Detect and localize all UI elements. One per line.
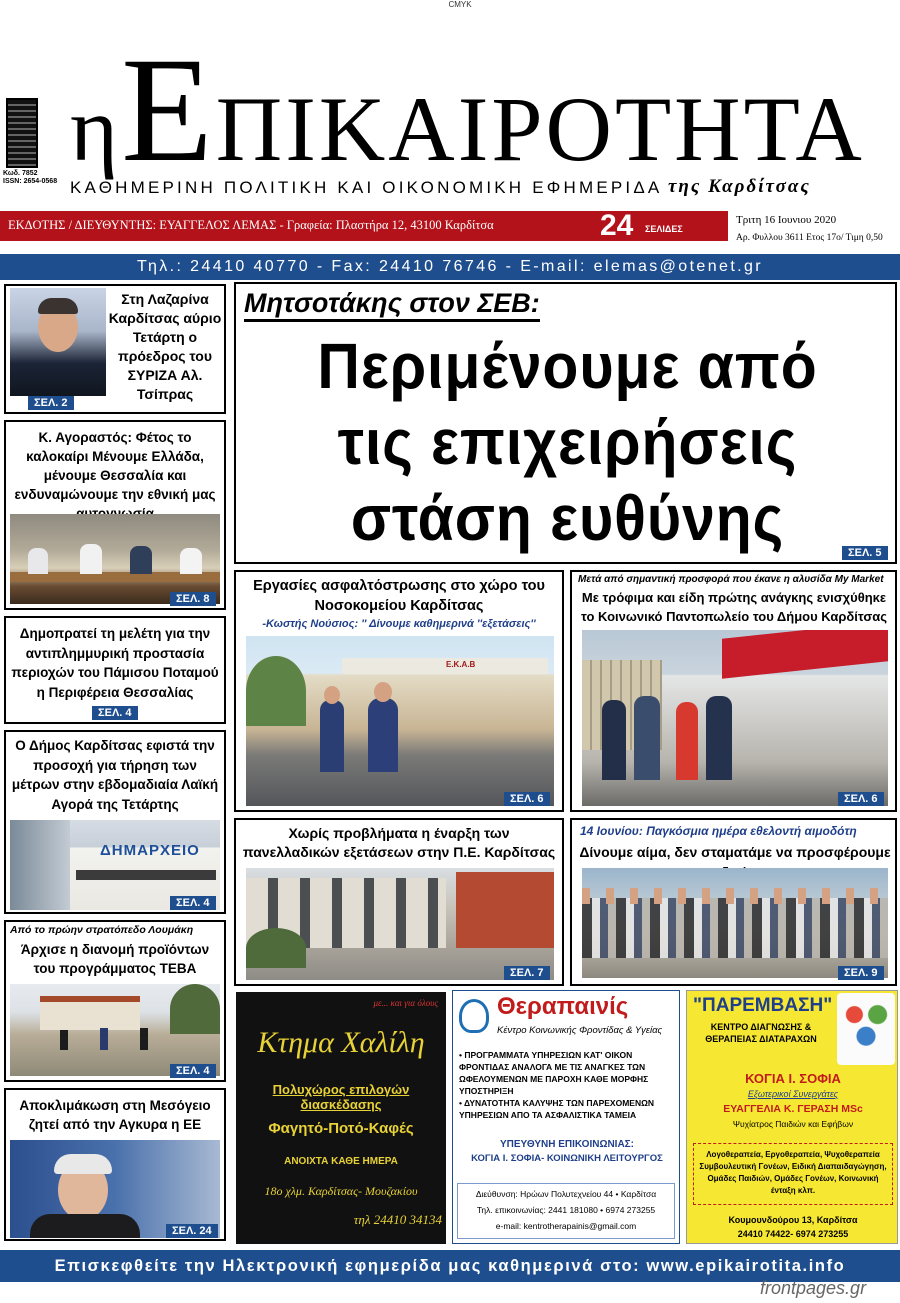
- story-agorastos[interactable]: [4, 420, 226, 610]
- registration-mark: CMYK: [448, 0, 472, 9]
- ad-address: 18ο χλμ. Καρδίτσας- Μουζακίου: [264, 1184, 418, 1198]
- ad-subtitle: Κέντρο Κοινωνικής Φροντίδας & Υγείας: [497, 1025, 663, 1036]
- story-kicker: Από το πρώην στρατόπεδο Λουμάκη: [10, 924, 194, 936]
- story-headline: Εργασίες ασφαλτόστρωσης στο χώρο του Νοσοκομείου Καρδίτσας: [253, 578, 545, 614]
- story-tsipras[interactable]: [4, 284, 226, 414]
- ad-email: e-mail: kentrotherapainis@gmail.com: [495, 1221, 637, 1231]
- lead-story[interactable]: [234, 282, 897, 564]
- story-kicker: 14 Ιουνίου: Παγκόσμια ημέρα εθελοντή αιμοδότη: [580, 824, 857, 838]
- ad-brand-name: Κτημα Χαλίλη: [257, 1026, 425, 1059]
- ad-paremvasi[interactable]: [686, 990, 898, 1244]
- photo-volunteers: [582, 868, 888, 978]
- story-mediterranean[interactable]: [4, 1088, 226, 1241]
- ad-phone: 24410 74422- 6974 273255: [737, 1229, 849, 1239]
- title-article: η: [70, 78, 122, 180]
- ad-line-1: Πολυχώρος επιλογών διασκέδασης: [272, 1082, 410, 1112]
- lead-headline-line-2: τις επιχειρήσεις: [337, 406, 798, 478]
- ad-address: Κουμουνδούρου 13, Καρδίτσα: [728, 1215, 858, 1225]
- story-teva[interactable]: [4, 920, 226, 1082]
- page-ref: ΣΕΛ. 2: [28, 396, 74, 410]
- story-headline: Κ. Αγοραστός: Φέτος το καλοκαίρι Μένουμε Ελλάδα, μένουμε Θεσσαλία και ενδυναμώνουμε την εθνική μας: [14, 430, 216, 502]
- photo-distribution: [10, 984, 220, 1076]
- page-ref: ΣΕΛ. 24: [166, 1224, 218, 1238]
- story-laiki-agora[interactable]: [4, 730, 226, 914]
- photo-press-conference: [10, 514, 220, 604]
- town-hall-sign: ΔΗΜΑΡΧΕΙΟ: [100, 842, 200, 859]
- ad-person-1: ΚΟΓΙΑ Ι. ΣΟΦΙΑ: [745, 1071, 841, 1086]
- story-hospital-paving[interactable]: [234, 570, 564, 812]
- page-ref: ΣΕΛ. 7: [504, 966, 550, 980]
- story-headline: Δημοπρατεί τη μελέτη για την αντιπλημμυρική προστασία περιοχών του Πάμισου Ποταμού η Περιφέρεια Θεσσαλίας: [11, 626, 219, 700]
- title-initial: Ε: [121, 27, 216, 193]
- page-ref: ΣΕΛ. 4: [170, 896, 216, 910]
- ad-ktima-chalili[interactable]: [236, 992, 446, 1244]
- ad-line-2: Φαγητό-Ποτό-Καφές: [268, 1120, 414, 1137]
- story-kicker: Μετά από σημαντική προσφορά που έκανε η αλυσίδα My Market: [578, 574, 884, 585]
- publisher-seal-logo: [6, 98, 38, 168]
- ekav-sign: Ε.Κ.Α.Β: [446, 660, 476, 669]
- lead-kicker: Μητσοτάκης στον ΣΕΒ:: [244, 288, 540, 322]
- story-pamisos[interactable]: [4, 616, 226, 724]
- ad-phone: Τηλ. επικοινωνίας: 2441 181080 • 6974 273255: [476, 1205, 656, 1215]
- ad-bullet-1: • ΠΡΟΓΡΑΜΜΑΤΑ ΥΠΗΡΕΣΙΩΝ ΚΑΤ' ΟΙΚΟΝ ΦΡΟΝΤΙΔΑΣ ΑΝΑΛΟΓΑ ΜΕ ΤΙΣ ΑΝΑΓΚΕΣ ΤΩΝ ΩΦΕΛΟΥΜΕΝΩΝ ΜΕ ΠΑΡΟΧΗ ΚΑΘΕ ΜΟΡΦΗΣ ΥΠΟΣΤΗΡΙΞΗ: [459, 1050, 649, 1096]
- story-social-grocery[interactable]: [570, 570, 897, 812]
- story-blood-donors[interactable]: [570, 818, 897, 986]
- photo-ekav-building: [246, 636, 554, 806]
- ad-brand-name: "ΠΑΡΕΜΒΑΣΗ": [693, 995, 833, 1016]
- story-headline: Ο Δήμος Καρδίτσας εφιστά την προσοχή για τήρηση των μέτρων στην εβδομαδιαία Λαϊκή Αγορά της Τετάρτης: [11, 738, 219, 812]
- lead-headline-line-3: στάση ευθύνης: [350, 482, 785, 554]
- issn-number: ISSN: 2654-0568: [3, 178, 58, 185]
- photo-school: [246, 868, 554, 980]
- title-rest: ΠΙΚΑΙΡΟΤΗΤΑ: [215, 78, 865, 180]
- ad-person-2: ΕΥΑΓΓΕΛΙΑ Κ. ΓΕΡΑΣΗ MSc: [723, 1103, 863, 1115]
- contact-bar: Τηλ.: 24410 40770 - Fax: 24410 76746 - E-mail: elemas@otenet.gr: [0, 254, 900, 280]
- story-headline: Άρχισε η διανομή προϊόντων του προγράμματος ΤΕΒΑ: [20, 942, 210, 976]
- ad-contact-name: ΚΟΓΙΑ Ι. ΣΟΦΙΑ- ΚΟΙΝΩΝΙΚΗ ΛΕΙΤΟΥΡΓΟΣ: [471, 1153, 663, 1164]
- heart-logo-icon: [459, 999, 489, 1033]
- photo-tsipras: [10, 288, 106, 396]
- story-panhellenic-exams[interactable]: [234, 818, 564, 986]
- ad-person-2-role: Ψυχίατρος Παιδιών και Εφήβων: [732, 1119, 854, 1129]
- ad-services: Λογοθεραπεία, Εργοθεραπεία, Ψυχοθεραπεία Συμβουλευτική Γονέων, Ειδική Διαπαιδαγώγηση, Ομάδες Παιδιών, Ομάδες Γονέων, Κοινωνική ένταξη κλπ.: [699, 1150, 887, 1195]
- page-count: 24: [600, 209, 634, 242]
- page-ref: ΣΕΛ. 6: [504, 792, 550, 806]
- issue-date: Τριτη 16 Ιουνιου 2020: [736, 214, 837, 226]
- website-bar[interactable]: Επισκεφθείτε την Ηλεκτρονική εφημερίδα μας καθημερινά στο: www.epikairotita.info: [0, 1250, 900, 1282]
- ad-line-3: ΑΝΟΙΧΤΑ ΚΑΘΕ ΗΜΕΡΑ: [284, 1156, 398, 1167]
- story-headline: Με τρόφιμα και είδη πρώτης ανάγκης ενισχύθηκε το Κοινωνικό Παντοπωλείο του Δήμου Καρδίτσας: [581, 590, 887, 624]
- tree-logo-icon: [837, 993, 895, 1065]
- ad-contact-heading: ΥΠΕΥΘΥΝΗ ΕΠΙΚΟΙΝΩΝΙΑΣ:: [499, 1139, 635, 1150]
- ad-partners-label: Εξωτερικοί Συνεργάτες: [747, 1089, 839, 1099]
- newspaper-subtitle: ΚΑΘΗΜΕΡΙΝΗ ΠΟΛΙΤΙΚΗ ΚΑΙ ΟΙΚΟΝΟΜΙΚΗ ΕΦΗΜΕΡΙΔΑ: [70, 178, 663, 197]
- story-headline: Δίνουμε αίμα, δεν σταματάμε να προσφέρουμε: [579, 844, 891, 860]
- ad-subtitle: ΚΕΝΤΡΟ ΔΙΑΓΝΩΣΗΣ & ΘΕΡΑΠΕΙΑΣ ΔΙΑΤΑΡΑΧΩΝ: [705, 1022, 817, 1044]
- publisher-text: ΕΚΔΟΤΗΣ / ΔΙΕΥΘΥΝΤΗΣ: ΕΥΑΓΓΕΛΟΣ ΛΕΜΑΣ - Γραφεία: Πλαστήρα 12, 43100 Καρδίτσα: [8, 218, 494, 232]
- ad-therapainis[interactable]: [452, 990, 680, 1244]
- ad-tagline: με... και για όλους: [373, 998, 438, 1008]
- page-ref: ΣΕΛ. 4: [92, 706, 138, 720]
- story-headline: Αποκλιμάκωση στη Μεσόγειο ζητεί από την Αγκυρα η ΕΕ: [19, 1098, 211, 1132]
- ad-bullet-2: • ΔΥΝΑΤΟΤΗΤΑ ΚΑΛΥΨΗΣ ΤΩΝ ΠΑΡΕΧΟΜΕΝΩΝ ΥΠΗΡΕΣΙΩΝ ΑΠΟ ΤΑ ΑΣΦΑΛΙΣΤΙΚΑ ΤΑΜΕΙΑ: [459, 1098, 655, 1120]
- lead-headline-line-1: Περιμένουμε από: [317, 330, 818, 402]
- page-count-label: ΣΕΛΙΔΕΣ: [645, 224, 683, 234]
- story-headline: Στη Λαζαρίνα Καρδίτσας αύριο Τετάρτη ο πρόεδρος του ΣΥΡΙΖΑ Αλ. Τσίπρας: [108, 291, 222, 402]
- watermark: frontpages.gr: [760, 1278, 867, 1298]
- publisher-bar: [0, 211, 728, 241]
- ad-phone: τηλ 24410 34134: [353, 1212, 442, 1227]
- ad-brand-name: Θεραπαινίς: [497, 993, 629, 1020]
- issn-code: Κωδ. 7852: [3, 170, 38, 177]
- newspaper-city: της Καρδίτσας: [668, 176, 811, 197]
- page-ref: ΣΕΛ. 5: [842, 546, 888, 560]
- ad-address: Διεύθυνση: Ηρώων Πολυτεχνείου 44 • Καρδίτσα: [475, 1189, 657, 1199]
- photo-my-market: [582, 630, 888, 806]
- page-ref: ΣΕΛ. 8: [170, 592, 216, 606]
- story-subhead: -Κωστής Νούσιος: '' Δίνουμε καθημερινά ''εξετάσεις'': [262, 618, 536, 630]
- page-ref: ΣΕΛ. 4: [170, 1064, 216, 1078]
- issn-block: [3, 170, 65, 186]
- story-headline: Χωρίς προβλήματα η έναρξη των πανελλαδικών εξετάσεων στην Π.Ε. Καρδίτσας: [242, 825, 556, 860]
- issue-number: Αρ. Φυλλου 3611 Ετος 17ο/ Τιμη 0,50: [736, 233, 883, 243]
- page-ref: ΣΕΛ. 9: [838, 966, 884, 980]
- lead-headline: [263, 328, 873, 556]
- page-ref: ΣΕΛ. 6: [838, 792, 884, 806]
